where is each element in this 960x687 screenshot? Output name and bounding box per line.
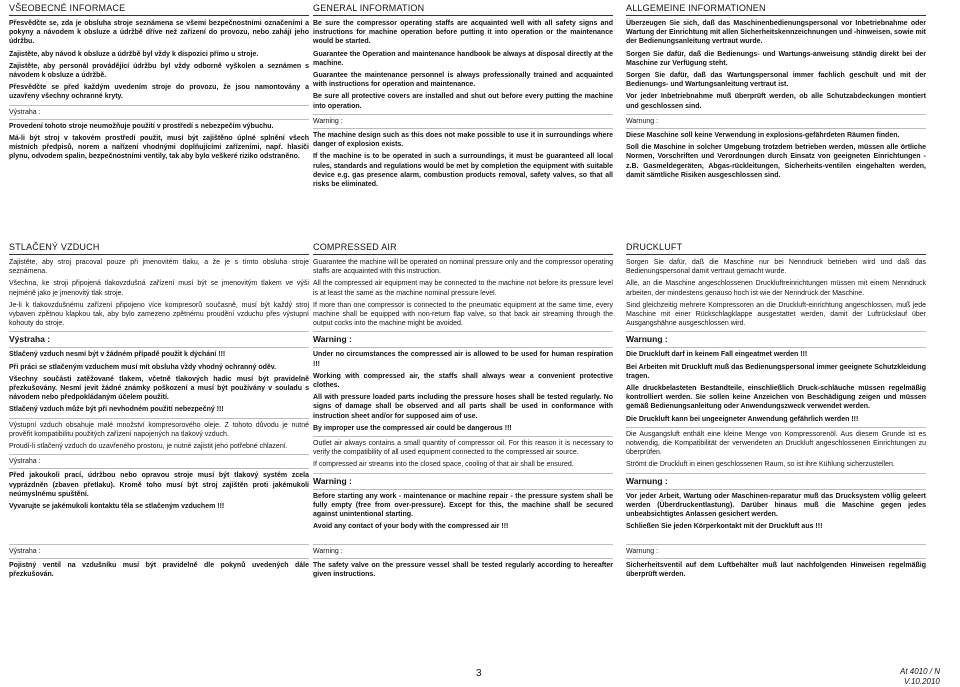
en-divider bbox=[313, 128, 613, 129]
cz-valve-warning: Pojistný ventil na vzdušníku musí být pravidelně dle pokynů uvedených dále přezkušován. bbox=[9, 562, 309, 579]
en-air-p3: If more than one compressor is connected to the pneumatic equipment at the same time, every machine shall be equipped with non-return flap valve, so that back air streaming through the output cocks into the machine might be avoided. bbox=[313, 301, 613, 328]
de-air-warning-4: Die Druckluft kann bei ungeeigneter Anwendung gefährlich werden !!! bbox=[626, 415, 859, 423]
de-general-warning-2: Soll die Maschine in solcher Umgebung trotzdem betrieben werden, müssen alle örtliche Normen, Vorschriften und Verordnungen durch Einsatz von geeigneten Einrichtungen - z.B. Gasmeldegeräten, Abgas-rückleitungen, Sicherheits-ventilen eingehalten werden, damit sämtliche Risiken ausgeschlossen sind. bbox=[626, 144, 926, 179]
de-general-section bbox=[626, 2, 926, 183]
cz-air-p2: Všechna, ke stroji připojená tlakovzdušná zařízení musí být se jmenovitým tlakem ve výši nejméně jako je jmenovitý tlak stroje. bbox=[9, 280, 309, 297]
de-air-p1: Sorgen Sie dafür, daß die Maschine nur bei Nenndruck betrieben wird und daß das Bedienungspersonal damit vertraut gemacht wurde. bbox=[626, 259, 926, 276]
cz-divider bbox=[9, 119, 309, 120]
en-valve-warning: The safety valve on the pressure vessel shall be tested regularly according to hereafter given instructions. bbox=[313, 562, 613, 579]
de-air2-p2: Strömt die Druckluft in einen geschlossenen Raum, so ist ihre Kühlung sicherzustellen. bbox=[626, 461, 895, 469]
en-divider bbox=[313, 436, 613, 437]
de-air-title: DRUCKLUFT bbox=[626, 242, 683, 252]
de-air2-p1: Die Ausgangsluft enthält eine kleine Menge von Kompressorenöl. Aus diesem Grunde ist es notwendig, die Kompatibilität der verwendeten an Druckluft angeschlossenen Einrichtungen zu überprüfen. bbox=[626, 430, 926, 457]
cz-air-warning-3: Všechny součásti zatěžované tlakem, včetně tlakových hadic musí být pravidelně přezkušovány. Nesmí jevit žádné známky poškození a musí být používány v souladu s návodem nebo předpokládaným účelem použití. bbox=[9, 375, 309, 402]
cz-air2-warning-label: Výstraha : bbox=[9, 458, 41, 466]
en-divider bbox=[313, 114, 613, 115]
en-air2-warning-2: Avoid any contact of your body with the compressed air !!! bbox=[313, 523, 509, 531]
de-valve-warning: Sicherheitsventil auf dem Luftbehälter muß laut nachfolgenden Hinweisen regelmäßig überprüft werden. bbox=[626, 562, 926, 579]
en-general-warning-2: If the machine is to be operated in such a surroundings, it must be guaranteed all local rules, standards and regulations would be met by completion the equipment with suitable device e.g. gas presence alarm, combustion products removal, safety valves, so that all risks be eliminated. bbox=[313, 153, 613, 189]
de-title-rule bbox=[626, 254, 926, 255]
de-general-warning-1: Diese Maschine soll keine Verwendung in explosions-gefährdeten Räumen finden. bbox=[626, 132, 900, 140]
en-air2-p1: Outlet air always contains a small quantity of compressor oil. For this reason it is necessary to verify the compatibility of all used equipment connected to the compressed air source. bbox=[313, 440, 613, 457]
en-divider bbox=[313, 544, 613, 545]
en-general-warning-1: The machine design such as this does not make possible to use it in surroundings where danger of explosion exists. bbox=[313, 132, 613, 149]
de-air2-warning-1: Vor jeder Arbeit, Wartung oder Maschinen-reparatur muß das Drucksystem völlig geleert werden (Überdruckentlastung). Darüber hinaus muß die Maschine gegen jedes unbeabsichtigtes Anlassen gesichert werden. bbox=[626, 492, 926, 519]
de-divider bbox=[626, 489, 926, 490]
de-divider bbox=[626, 473, 926, 474]
de-general-title: ALLGEMEINE INFORMATIONEN bbox=[626, 3, 766, 13]
de-air-section bbox=[626, 241, 926, 534]
de-air-warning-1: Die Druckluft darf in keinem Fall eingeatmet werden !!! bbox=[626, 351, 808, 359]
cz-general-title: VŠEOBECNÉ INFORMACE bbox=[9, 3, 126, 13]
de-divider bbox=[626, 427, 926, 428]
de-divider bbox=[626, 114, 926, 115]
cz-divider bbox=[9, 544, 309, 545]
cz-divider bbox=[9, 347, 309, 348]
cz-air-section bbox=[9, 241, 309, 514]
en-general-p1: Be sure the compressor operating staffs are acquainted well with all safety signs and instructions for machine operation before putting it into operation or the maintenance would be started. bbox=[313, 20, 613, 46]
en-general-p2: Guarantee the Operation and maintenance handbook be always at disposal directly at the machine. bbox=[313, 50, 613, 67]
de-general-warning-label: Warnung : bbox=[626, 117, 659, 125]
cz-air-p3: Je-li k tlakovzdušnému zařízení připojeno více kompresorů současně, musí být každý stroj vybaven zpětnou klapkou tak, aby bylo zamezeno zpětnému proudění vzduchu přes výstupní kohouty do stroje. bbox=[9, 301, 309, 328]
en-general-title: GENERAL INFORMATION bbox=[313, 3, 425, 13]
de-general-p2: Sorgen Sie dafür, daß die Bedienungs- und Wartungs-anweisung ständig direkt bei der Maschine zur Verfügung steht. bbox=[626, 50, 926, 67]
de-divider bbox=[626, 347, 926, 348]
en-air-warning-3: All with pressure loaded parts including the pressure hoses shall be tested regularly. No signs of damage shall be observed and all parts shall be used in conformance with instruction sheet and/or for supposed aim of use. bbox=[313, 394, 613, 420]
cz-general-p4: Přesvědčte se před každým uvedením stroje do provozu, že jsou namontovány a uzavřeny všechny ochranné kryty. bbox=[9, 84, 309, 101]
en-general-p4: Be sure all protective covers are installed and shut out before every putting the machine into operation. bbox=[313, 93, 613, 110]
en-air-p2: All the compressed air equipment may be connected to the machine not before its pressure level is at least the same as the machine nominal pressure level. bbox=[313, 280, 613, 297]
en-divider bbox=[313, 473, 613, 474]
de-valve-section bbox=[626, 542, 926, 583]
cz-air-warning-2: Při práci se stlačeným vzduchem musí mít obsluha vždy vhodný ochranný oděv. bbox=[9, 363, 277, 371]
en-air-warning-2: Working with compressed air, the staffs shall always wear a convenient protective clothes. bbox=[313, 372, 613, 390]
en-air-warning-4: By improper use the compressed air could be dangerous !!! bbox=[313, 424, 512, 432]
de-air-warning-label: Warnung : bbox=[626, 334, 668, 345]
document-date: V.10.2010 bbox=[904, 677, 940, 686]
cz-general-p1: Přesvědčte se, zda je obsluha stroje seznámena se všemi bezpečnostními označeními a pokyny a návodem k obsluze a údržbě dříve než zařízení do provozu, nebo zahájí jeho údržbu. bbox=[9, 20, 309, 46]
document-code: At 4010 / N bbox=[900, 667, 941, 676]
de-air-p2: Alle, an die Maschine angeschlossenen Druckluftreinrichtungen müssen mit einem Nenndruck arbeiten, der mindestens genauso hoch ist wie der Nenndruck der Maschine. bbox=[626, 280, 926, 297]
en-divider bbox=[313, 331, 613, 332]
en-air2-warning-1: Before starting any work - maintenance or machine repair - the pressure system shall be fully empty (free from over-pressure). Except for this, the machine shall be secured against unintentional starting. bbox=[313, 492, 613, 519]
de-air-warning-2: Bei Arbeiten mit Druckluft muß das Bedienungspersonal immer geeignete Schutzkleidung tragen. bbox=[626, 363, 926, 380]
en-air-warning-label: Warning : bbox=[313, 334, 352, 345]
cz-valve-warning-label: Výstraha : bbox=[9, 548, 41, 555]
cz-divider bbox=[9, 105, 309, 106]
en-valve-warning-label: Warning : bbox=[313, 548, 343, 555]
cz-air-p1: Zajistěte, aby stroj pracoval pouze při jmenovitém tlaku, a že je s tímto obsluha stroje seznámena. bbox=[9, 259, 309, 276]
de-general-p3: Sorgen Sie dafür, daß das Wartungspersonal immer fachlich geschult und mit der Bedienungs- und Wartungsanleitung vertraut ist. bbox=[626, 72, 926, 89]
en-general-warning-label: Warning : bbox=[313, 117, 343, 125]
cz-general-warning-label: Výstraha : bbox=[9, 108, 41, 116]
cz-divider bbox=[9, 454, 309, 455]
en-valve-section bbox=[313, 542, 613, 583]
de-air-p3: Sind gleichzeitig mehrere Kompressoren an die Druckluft-einrichtung angeschlossen, muß jede Maschine mit einer Rückschlagklappe ausgestattet werden, damit der Luftrückslauf über Ausgangshähne ausgeschlossen wird. bbox=[626, 301, 926, 328]
de-general-p4: Vor jeder Inbetriebnahme muß überprüft werden, ob alle Schutzabdeckungen montiert und geschlossen sind. bbox=[626, 93, 926, 110]
cz-general-warning-2: Má-li být stroj v takovém prostředí použit, musí být zajištěno úplné splnění všech místních předpisů, norem a nařízení vhodnými doplňujícími zařízeními, např. hlasiči plynu, odvodem spalin, bezpečnostními ventily, tak aby bylo veškeré riziko odstraněno. bbox=[9, 135, 309, 161]
cz-title-rule bbox=[9, 254, 309, 255]
de-divider bbox=[626, 558, 926, 559]
en-air-p1: Guarantee the machine will be operated on nominal pressure only and the compressor operating staffs are acquainted with this instruction. bbox=[313, 259, 613, 276]
cz-air2-warning-2: Vyvarujte se jakémukoli kontaktu těla se stlačeným vzduchem !!! bbox=[9, 503, 225, 511]
de-air2-warning-2: Schließen Sie jeden Körperkontakt mit der Druckluft aus !!! bbox=[626, 523, 823, 531]
en-title-rule bbox=[313, 254, 613, 255]
cz-air2-p1: Výstupní vzduch obsahuje malé množství kompresorového oleje. Z tohoto důvodu je nutné prověřit kompatibilitu použitých zařízení napojených na tlakový vzduch. bbox=[9, 421, 309, 438]
de-air2-warning-label: Warnung : bbox=[626, 475, 668, 486]
cz-general-section bbox=[9, 2, 309, 165]
de-title-rule bbox=[626, 15, 926, 16]
cz-title-rule bbox=[9, 15, 309, 16]
de-valve-warning-label: Warnung : bbox=[626, 548, 659, 555]
en-air-warning-1: Under no circumstances the compressed air is allowed to be used for human respiration !!! bbox=[313, 351, 613, 368]
cz-air2-warning-1: Před jakoukoli prací, údržbou nebo opravou stroje musí být tlakový systém zcela vyprázdněn (zbaven přetlaku). Kromě toho musí být stroj zajištěn proti jakémukoli neúmyslnému spuštění. bbox=[9, 472, 309, 498]
en-general-p3: Guarantee the maintenance personnel is always professionally trained and acquainted with instructions for operation and maintenance. bbox=[313, 72, 613, 89]
cz-divider bbox=[9, 558, 309, 559]
cz-air2-p2: Proudí-li stlačený vzduch do uzavřeného prostoru, je nutné zajistit jeho potřebné chlazení. bbox=[9, 443, 288, 451]
cz-air-warning-1: Stlačený vzduch nesmí být v žádném případě použit k dýchání !!! bbox=[9, 351, 226, 359]
cz-divider bbox=[9, 468, 309, 469]
de-divider bbox=[626, 331, 926, 332]
en-divider bbox=[313, 489, 613, 490]
en-divider bbox=[313, 347, 613, 348]
de-divider bbox=[626, 128, 926, 129]
en-air2-p2: If compressed air streams into the closed space, cooling of that air shall be ensured. bbox=[313, 461, 574, 469]
en-divider bbox=[313, 558, 613, 559]
en-title-rule bbox=[313, 15, 613, 16]
cz-divider bbox=[9, 331, 309, 332]
de-general-p1: Überzeugen Sie sich, daß das Maschinenbedienungspersonal vor Inbetriebnahme oder Wartung der Einrichtung mit allen Sicherheitskennzeichnungen und -hinweisen, sowie mit der Bedienungsanleitung vertraut wurde. bbox=[626, 20, 926, 46]
page-number: 3 bbox=[476, 668, 482, 679]
cz-air-title: STLAČENÝ VZDUCH bbox=[9, 242, 100, 252]
cz-general-p2: Zajistěte, aby návod k obsluze a údržbě byl vždy k dispozici přímo u stroje. bbox=[9, 50, 259, 58]
cz-air-warning-4: Stlačený vzduch může být při nevhodném použití nebezpečný !!! bbox=[9, 406, 224, 414]
de-air-warning-3: Alle druckbelasteten Bestandteile, einschließlich Druck-schläuche müssen regelmäßig kontrolliert werden. Sie sollen keine Anzeichen von Beschädigung zeigen und müssen gemäß Bedienungsanleitung oder Anwendungszweck verwendet werden. bbox=[626, 385, 926, 411]
en-air-section bbox=[313, 241, 613, 534]
cz-general-warning-1: Provedení tohoto stroje neumožňuje použití v prostředí s nebezpečím výbuchu. bbox=[9, 122, 274, 130]
cz-general-p3: Zajistěte, aby personál provádějící údržbu byl vždy odborně vyškolen a seznámen s návodem k obsluze a údržbě. bbox=[9, 62, 309, 80]
de-divider bbox=[626, 544, 926, 545]
en-general-section bbox=[313, 2, 613, 192]
cz-air-warning-label: Výstraha : bbox=[9, 334, 51, 345]
en-air2-warning-label: Warning : bbox=[313, 475, 352, 486]
cz-valve-section bbox=[9, 542, 309, 583]
en-air-title: COMPRESSED AIR bbox=[313, 242, 397, 252]
cz-divider bbox=[9, 418, 309, 419]
